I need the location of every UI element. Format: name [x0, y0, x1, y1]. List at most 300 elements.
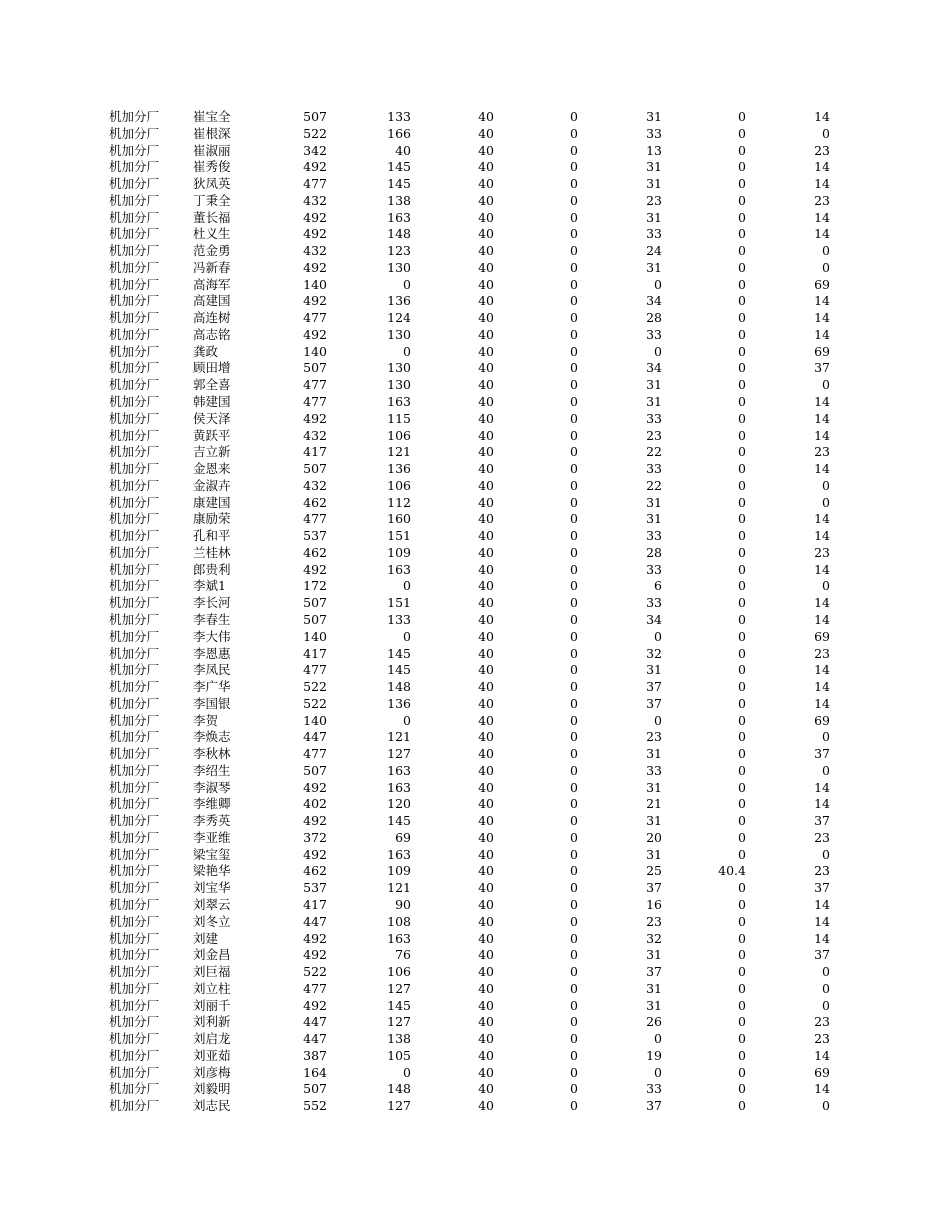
value-cell-2: 145 [387, 662, 411, 678]
department-cell: 机加分厂 [109, 729, 160, 745]
value-cell-2: 133 [387, 611, 411, 627]
value-cell-5: 31 [646, 176, 662, 192]
employee-name-cell: 刘立柱 [193, 980, 231, 996]
value-cell-3: 40 [478, 1098, 494, 1114]
employee-name-cell: 李广华 [193, 679, 231, 695]
value-cell-2: 148 [387, 679, 411, 695]
table-row [0, 914, 950, 931]
value-cell-4: 0 [570, 980, 578, 996]
department-cell: 机加分厂 [109, 511, 160, 527]
value-cell-2: 124 [387, 310, 411, 326]
department-cell: 机加分厂 [109, 326, 160, 342]
value-cell-1: 522 [303, 695, 327, 711]
value-cell-3: 40 [478, 980, 494, 996]
department-cell: 机加分厂 [109, 109, 160, 124]
value-cell-1: 492 [303, 561, 327, 577]
value-cell-7: 37 [814, 947, 830, 963]
value-cell-6: 0 [738, 494, 746, 510]
table-row [0, 931, 950, 948]
value-cell-5: 34 [646, 611, 662, 627]
value-cell-3: 40 [478, 863, 494, 879]
employee-name-cell: 丁秉全 [193, 192, 231, 208]
value-cell-4: 0 [570, 142, 578, 158]
value-cell-2: 136 [387, 461, 411, 477]
value-cell-3: 40 [478, 226, 494, 242]
employee-name-cell: 刘志民 [193, 1098, 231, 1114]
employee-name-cell: 金淑卉 [193, 477, 231, 493]
value-cell-1: 522 [303, 125, 327, 141]
employee-name-cell: 郎贵利 [193, 561, 231, 577]
value-cell-5: 37 [646, 964, 662, 980]
value-cell-4: 0 [570, 762, 578, 778]
value-cell-1: 387 [303, 1047, 327, 1063]
value-cell-1: 507 [303, 109, 327, 124]
value-cell-1: 507 [303, 611, 327, 627]
value-cell-7: 23 [814, 1031, 830, 1047]
employee-name-cell: 李春生 [193, 611, 231, 627]
value-cell-6: 0 [738, 947, 746, 963]
value-cell-4: 0 [570, 1014, 578, 1030]
spreadsheet-table [0, 109, 950, 1115]
value-cell-6: 0 [738, 410, 746, 426]
value-cell-6: 40.4 [718, 863, 746, 879]
value-cell-4: 0 [570, 964, 578, 980]
value-cell-5: 31 [646, 947, 662, 963]
table-row [0, 696, 950, 713]
value-cell-7: 0 [822, 729, 830, 745]
table-row [0, 713, 950, 730]
table-row [0, 562, 950, 579]
value-cell-7: 0 [822, 377, 830, 393]
table-row [0, 729, 950, 746]
value-cell-2: 112 [387, 494, 411, 510]
value-cell-5: 37 [646, 880, 662, 896]
value-cell-7: 14 [814, 779, 830, 795]
department-cell: 机加分厂 [109, 1098, 160, 1114]
value-cell-6: 0 [738, 611, 746, 627]
value-cell-4: 0 [570, 343, 578, 359]
employee-name-cell: 李斌1 [193, 578, 226, 594]
value-cell-6: 0 [738, 595, 746, 611]
value-cell-2: 109 [387, 863, 411, 879]
value-cell-2: 121 [387, 444, 411, 460]
value-cell-2: 163 [387, 846, 411, 862]
value-cell-5: 28 [646, 310, 662, 326]
value-cell-2: 151 [387, 595, 411, 611]
value-cell-4: 0 [570, 444, 578, 460]
department-cell: 机加分厂 [109, 964, 160, 980]
value-cell-6: 0 [738, 829, 746, 845]
value-cell-3: 40 [478, 310, 494, 326]
table-row [0, 981, 950, 998]
value-cell-7: 23 [814, 863, 830, 879]
department-cell: 机加分厂 [109, 276, 160, 292]
employee-name-cell: 崔淑丽 [193, 142, 231, 158]
value-cell-6: 0 [738, 394, 746, 410]
employee-name-cell: 范金勇 [193, 243, 231, 259]
value-cell-2: 0 [403, 1064, 411, 1080]
value-cell-3: 40 [478, 243, 494, 259]
value-cell-6: 0 [738, 561, 746, 577]
value-cell-6: 0 [738, 109, 746, 124]
table-row [0, 612, 950, 629]
value-cell-5: 20 [646, 829, 662, 845]
value-cell-2: 40 [395, 142, 411, 158]
employee-name-cell: 郭全喜 [193, 377, 231, 393]
value-cell-3: 40 [478, 645, 494, 661]
value-cell-5: 33 [646, 762, 662, 778]
value-cell-6: 0 [738, 461, 746, 477]
table-row [0, 428, 950, 445]
employee-name-cell: 金恩来 [193, 461, 231, 477]
value-cell-5: 31 [646, 209, 662, 225]
table-row [0, 1048, 950, 1065]
table-row [0, 377, 950, 394]
value-cell-5: 33 [646, 595, 662, 611]
value-cell-1: 492 [303, 326, 327, 342]
value-cell-6: 0 [738, 360, 746, 376]
value-cell-5: 31 [646, 746, 662, 762]
value-cell-2: 163 [387, 779, 411, 795]
employee-name-cell: 高海军 [193, 276, 231, 292]
table-row [0, 109, 950, 126]
value-cell-7: 0 [822, 125, 830, 141]
value-cell-5: 22 [646, 477, 662, 493]
value-cell-1: 507 [303, 595, 327, 611]
employee-name-cell: 刘建 [193, 930, 219, 946]
value-cell-3: 40 [478, 595, 494, 611]
value-cell-6: 0 [738, 679, 746, 695]
value-cell-5: 32 [646, 930, 662, 946]
value-cell-1: 462 [303, 494, 327, 510]
value-cell-3: 40 [478, 461, 494, 477]
employee-name-cell: 杜义生 [193, 226, 231, 242]
value-cell-7: 69 [814, 1064, 830, 1080]
value-cell-5: 0 [654, 1064, 662, 1080]
value-cell-3: 40 [478, 964, 494, 980]
value-cell-7: 14 [814, 1047, 830, 1063]
value-cell-4: 0 [570, 846, 578, 862]
value-cell-3: 40 [478, 209, 494, 225]
value-cell-5: 0 [654, 343, 662, 359]
value-cell-2: 115 [387, 410, 411, 426]
table-row [0, 796, 950, 813]
department-cell: 机加分厂 [109, 293, 160, 309]
value-cell-2: 76 [395, 947, 411, 963]
value-cell-1: 492 [303, 209, 327, 225]
value-cell-7: 23 [814, 192, 830, 208]
department-cell: 机加分厂 [109, 1081, 160, 1097]
value-cell-3: 40 [478, 846, 494, 862]
employee-name-cell: 李大伟 [193, 628, 231, 644]
value-cell-3: 40 [478, 829, 494, 845]
value-cell-6: 0 [738, 377, 746, 393]
value-cell-4: 0 [570, 1081, 578, 1097]
value-cell-5: 23 [646, 913, 662, 929]
value-cell-1: 492 [303, 947, 327, 963]
value-cell-1: 140 [303, 276, 327, 292]
value-cell-7: 37 [814, 880, 830, 896]
value-cell-2: 145 [387, 645, 411, 661]
value-cell-6: 0 [738, 544, 746, 560]
value-cell-3: 40 [478, 729, 494, 745]
value-cell-6: 0 [738, 226, 746, 242]
table-row [0, 880, 950, 897]
value-cell-2: 130 [387, 360, 411, 376]
value-cell-6: 0 [738, 176, 746, 192]
value-cell-5: 34 [646, 360, 662, 376]
department-cell: 机加分厂 [109, 1014, 160, 1030]
value-cell-4: 0 [570, 410, 578, 426]
value-cell-3: 40 [478, 746, 494, 762]
value-cell-6: 0 [738, 477, 746, 493]
employee-name-cell: 李贺 [193, 712, 219, 728]
value-cell-4: 0 [570, 528, 578, 544]
table-row [0, 830, 950, 847]
department-cell: 机加分厂 [109, 896, 160, 912]
table-row [0, 897, 950, 914]
value-cell-2: 163 [387, 762, 411, 778]
department-cell: 机加分厂 [109, 947, 160, 963]
department-cell: 机加分厂 [109, 1064, 160, 1080]
value-cell-4: 0 [570, 695, 578, 711]
value-cell-6: 0 [738, 1081, 746, 1097]
employee-name-cell: 刘毅明 [193, 1081, 231, 1097]
value-cell-3: 40 [478, 1014, 494, 1030]
value-cell-6: 0 [738, 913, 746, 929]
value-cell-1: 477 [303, 746, 327, 762]
value-cell-2: 148 [387, 226, 411, 242]
value-cell-3: 40 [478, 662, 494, 678]
value-cell-6: 0 [738, 125, 746, 141]
value-cell-5: 33 [646, 461, 662, 477]
value-cell-6: 0 [738, 259, 746, 275]
value-cell-7: 14 [814, 226, 830, 242]
employee-name-cell: 崔根深 [193, 125, 231, 141]
value-cell-7: 14 [814, 159, 830, 175]
value-cell-5: 31 [646, 662, 662, 678]
department-cell: 机加分厂 [109, 846, 160, 862]
value-cell-2: 130 [387, 259, 411, 275]
value-cell-3: 40 [478, 394, 494, 410]
value-cell-7: 23 [814, 1014, 830, 1030]
value-cell-3: 40 [478, 896, 494, 912]
department-cell: 机加分厂 [109, 997, 160, 1013]
value-cell-4: 0 [570, 243, 578, 259]
employee-name-cell: 孔和平 [193, 528, 231, 544]
table-row [0, 1081, 950, 1098]
table-row [0, 495, 950, 512]
value-cell-3: 40 [478, 125, 494, 141]
value-cell-4: 0 [570, 729, 578, 745]
value-cell-7: 0 [822, 494, 830, 510]
employee-name-cell: 刘利新 [193, 1014, 231, 1030]
value-cell-3: 40 [478, 712, 494, 728]
value-cell-4: 0 [570, 192, 578, 208]
value-cell-2: 163 [387, 561, 411, 577]
value-cell-3: 40 [478, 477, 494, 493]
value-cell-6: 0 [738, 980, 746, 996]
value-cell-2: 145 [387, 159, 411, 175]
value-cell-2: 130 [387, 326, 411, 342]
value-cell-2: 69 [395, 829, 411, 845]
value-cell-2: 127 [387, 1098, 411, 1114]
value-cell-6: 0 [738, 142, 746, 158]
value-cell-3: 40 [478, 259, 494, 275]
employee-name-cell: 侯天泽 [193, 410, 231, 426]
employee-name-cell: 崔秀俊 [193, 159, 231, 175]
department-cell: 机加分厂 [109, 645, 160, 661]
value-cell-2: 127 [387, 746, 411, 762]
value-cell-5: 23 [646, 729, 662, 745]
department-cell: 机加分厂 [109, 762, 160, 778]
value-cell-7: 14 [814, 410, 830, 426]
department-cell: 机加分厂 [109, 243, 160, 259]
value-cell-4: 0 [570, 276, 578, 292]
employee-name-cell: 李焕志 [193, 729, 231, 745]
value-cell-7: 37 [814, 813, 830, 829]
value-cell-3: 40 [478, 561, 494, 577]
value-cell-2: 136 [387, 293, 411, 309]
value-cell-4: 0 [570, 159, 578, 175]
value-cell-4: 0 [570, 394, 578, 410]
value-cell-6: 0 [738, 1047, 746, 1063]
value-cell-1: 537 [303, 880, 327, 896]
value-cell-3: 40 [478, 410, 494, 426]
value-cell-5: 31 [646, 159, 662, 175]
table-row [0, 679, 950, 696]
value-cell-3: 40 [478, 880, 494, 896]
employee-name-cell: 崔宝全 [193, 109, 231, 124]
value-cell-3: 40 [478, 1081, 494, 1097]
value-cell-3: 40 [478, 813, 494, 829]
value-cell-7: 14 [814, 595, 830, 611]
value-cell-4: 0 [570, 746, 578, 762]
value-cell-5: 23 [646, 427, 662, 443]
value-cell-6: 0 [738, 276, 746, 292]
employee-name-cell: 刘启龙 [193, 1031, 231, 1047]
value-cell-4: 0 [570, 561, 578, 577]
employee-name-cell: 顾田增 [193, 360, 231, 376]
value-cell-7: 23 [814, 444, 830, 460]
value-cell-2: 130 [387, 377, 411, 393]
value-cell-3: 40 [478, 444, 494, 460]
table-row [0, 226, 950, 243]
value-cell-4: 0 [570, 461, 578, 477]
value-cell-2: 145 [387, 813, 411, 829]
value-cell-2: 136 [387, 695, 411, 711]
value-cell-3: 40 [478, 1031, 494, 1047]
value-cell-7: 14 [814, 561, 830, 577]
value-cell-1: 552 [303, 1098, 327, 1114]
employee-name-cell: 刘巨福 [193, 964, 231, 980]
value-cell-3: 40 [478, 779, 494, 795]
value-cell-2: 166 [387, 125, 411, 141]
value-cell-7: 69 [814, 343, 830, 359]
value-cell-3: 40 [478, 176, 494, 192]
value-cell-1: 432 [303, 427, 327, 443]
value-cell-1: 507 [303, 1081, 327, 1097]
department-cell: 机加分厂 [109, 930, 160, 946]
value-cell-7: 14 [814, 310, 830, 326]
value-cell-5: 23 [646, 192, 662, 208]
value-cell-6: 0 [738, 712, 746, 728]
value-cell-2: 109 [387, 544, 411, 560]
value-cell-5: 33 [646, 561, 662, 577]
value-cell-5: 31 [646, 394, 662, 410]
value-cell-7: 23 [814, 544, 830, 560]
value-cell-5: 34 [646, 293, 662, 309]
value-cell-1: 172 [303, 578, 327, 594]
value-cell-6: 0 [738, 695, 746, 711]
value-cell-1: 140 [303, 343, 327, 359]
value-cell-1: 402 [303, 796, 327, 812]
value-cell-4: 0 [570, 796, 578, 812]
value-cell-5: 24 [646, 243, 662, 259]
value-cell-3: 40 [478, 796, 494, 812]
value-cell-3: 40 [478, 544, 494, 560]
value-cell-2: 90 [395, 896, 411, 912]
value-cell-1: 462 [303, 863, 327, 879]
value-cell-2: 120 [387, 796, 411, 812]
table-row [0, 863, 950, 880]
value-cell-5: 31 [646, 980, 662, 996]
value-cell-7: 23 [814, 829, 830, 845]
value-cell-5: 28 [646, 544, 662, 560]
value-cell-1: 447 [303, 729, 327, 745]
value-cell-7: 14 [814, 461, 830, 477]
value-cell-5: 33 [646, 1081, 662, 1097]
value-cell-3: 40 [478, 762, 494, 778]
value-cell-5: 31 [646, 259, 662, 275]
value-cell-6: 0 [738, 209, 746, 225]
value-cell-6: 0 [738, 880, 746, 896]
value-cell-2: 0 [403, 276, 411, 292]
value-cell-3: 40 [478, 611, 494, 627]
value-cell-5: 33 [646, 326, 662, 342]
value-cell-7: 69 [814, 712, 830, 728]
department-cell: 机加分厂 [109, 880, 160, 896]
value-cell-7: 14 [814, 796, 830, 812]
value-cell-7: 37 [814, 746, 830, 762]
value-cell-5: 31 [646, 511, 662, 527]
table-row [0, 126, 950, 143]
table-row [0, 1014, 950, 1031]
department-cell: 机加分厂 [109, 494, 160, 510]
value-cell-2: 163 [387, 209, 411, 225]
table-row [0, 595, 950, 612]
value-cell-3: 40 [478, 427, 494, 443]
value-cell-5: 37 [646, 679, 662, 695]
department-cell: 机加分厂 [109, 310, 160, 326]
value-cell-4: 0 [570, 578, 578, 594]
value-cell-4: 0 [570, 930, 578, 946]
value-cell-4: 0 [570, 1031, 578, 1047]
table-row [0, 780, 950, 797]
table-row [0, 394, 950, 411]
value-cell-4: 0 [570, 679, 578, 695]
value-cell-4: 0 [570, 662, 578, 678]
employee-name-cell: 李亚维 [193, 829, 231, 845]
table-row [0, 511, 950, 528]
value-cell-3: 40 [478, 276, 494, 292]
value-cell-4: 0 [570, 494, 578, 510]
value-cell-4: 0 [570, 611, 578, 627]
employee-name-cell: 梁宝玺 [193, 846, 231, 862]
value-cell-7: 14 [814, 528, 830, 544]
table-row [0, 159, 950, 176]
department-cell: 机加分厂 [109, 662, 160, 678]
